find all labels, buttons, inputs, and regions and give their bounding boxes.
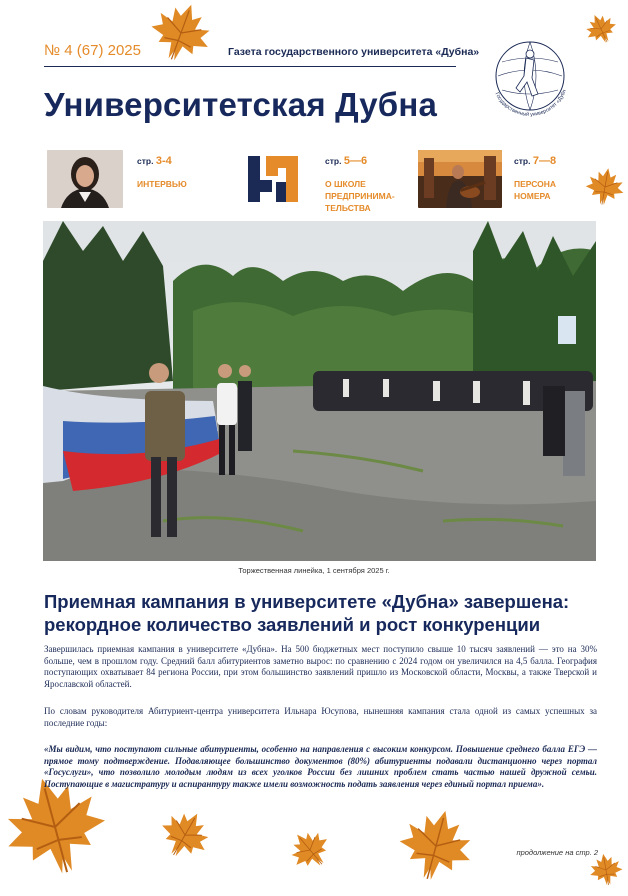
teaser-2-pages: 5—6 xyxy=(343,155,368,167)
maple-leaf-icon xyxy=(396,806,476,886)
teaser-3-pageref[interactable] xyxy=(514,155,556,167)
maple-leaf-icon xyxy=(158,808,212,862)
teaser-3-pages: 7—8 xyxy=(532,155,557,167)
university-emblem-logo xyxy=(480,34,580,134)
gazette-subtitle: Газета государственного университета «Дубна» xyxy=(228,46,480,58)
teaser-persona-photo xyxy=(418,150,502,208)
page-prefix: стр. xyxy=(325,156,342,166)
maple-leaf-icon xyxy=(288,828,332,872)
newspaper-title: Университетская Дубна xyxy=(44,86,438,123)
header-rule xyxy=(44,66,456,67)
teaser-2-label-line: О ШКОЛЕ xyxy=(325,179,366,189)
teaser-1-label[interactable]: ИНТЕРВЬЮ xyxy=(137,179,187,189)
maple-leaf-icon xyxy=(148,0,214,66)
article-headline: Приемная кампания в университете «Дубна» завершена: рекордное количество заявлений и рост конкуренции xyxy=(44,591,570,635)
school-logo-icon xyxy=(244,150,302,208)
page-prefix: стр. xyxy=(514,156,531,166)
teaser-3-label[interactable] xyxy=(514,178,556,202)
article-paragraph-2: По словам руководителя Абитуриент-центра университета Ильнара Юсупова, нынешняя кампания стала одной из самых успешных за последние годы: xyxy=(44,706,597,728)
teaser-2-pageref[interactable] xyxy=(325,155,367,167)
teaser-1-pageref[interactable] xyxy=(137,155,172,167)
main-photo xyxy=(43,221,596,561)
photo-caption: Торжественная линейка, 1 сентября 2025 г. xyxy=(238,566,390,575)
teaser-2-label-line: ТЕЛЬСТВА xyxy=(325,203,371,213)
page-prefix: стр. xyxy=(137,156,154,166)
article-quote: «Мы видим, что поступают сильные абитуриенты, особенно на направления с высоким конкурсом. Повышение среднего балла ЕГЭ — прямое тому подтверждение. Подавляющее большинство документов (80%) абитуриенты подавали дистанционно через портал «Госуслуги», что позволило молодым людям из всех уголков России без лишних проблем стать частью нашей дружной семьи. Поступающие в магистратуру и аспирантуру также имели возможность подать заявления через единый портал приема». xyxy=(44,744,597,789)
emblem-text: Государственный университет «Дубн xyxy=(493,89,568,118)
maple-leaf-icon xyxy=(588,852,624,888)
article-paragraph-1: Завершилась приемная кампания в университете «Дубна». На 500 бюджетных мест поступило свыше 10 тысяч заявлений — это на 30% больше, чем в прошлом году. Средний балл абитуриентов заметно вырос: по сравнению с 2024 годом он увеличился на 4,5 балла. География поступающих охватывает 84 региона России, при этом большинство заявлений пришло из Московской области, Москвы, а также Тверской и Ярославской областей. xyxy=(44,644,597,689)
teaser-1-pages: 3-4 xyxy=(155,155,172,167)
issue-number: № 4 (67) 2025 xyxy=(44,42,141,59)
teaser-2-label[interactable] xyxy=(325,178,395,214)
maple-leaf-icon xyxy=(584,166,626,208)
teaser-3-label-line: ПЕРСОНА xyxy=(514,179,557,189)
continued-link[interactable]: продолжение на стр. 2 xyxy=(516,848,598,857)
teaser-interview-photo xyxy=(47,150,123,208)
teaser-3-label-line: НОМЕРА xyxy=(514,191,551,201)
teaser-2-label-line: ПРЕДПРИНИМА- xyxy=(325,191,395,201)
maple-leaf-icon xyxy=(584,12,618,46)
